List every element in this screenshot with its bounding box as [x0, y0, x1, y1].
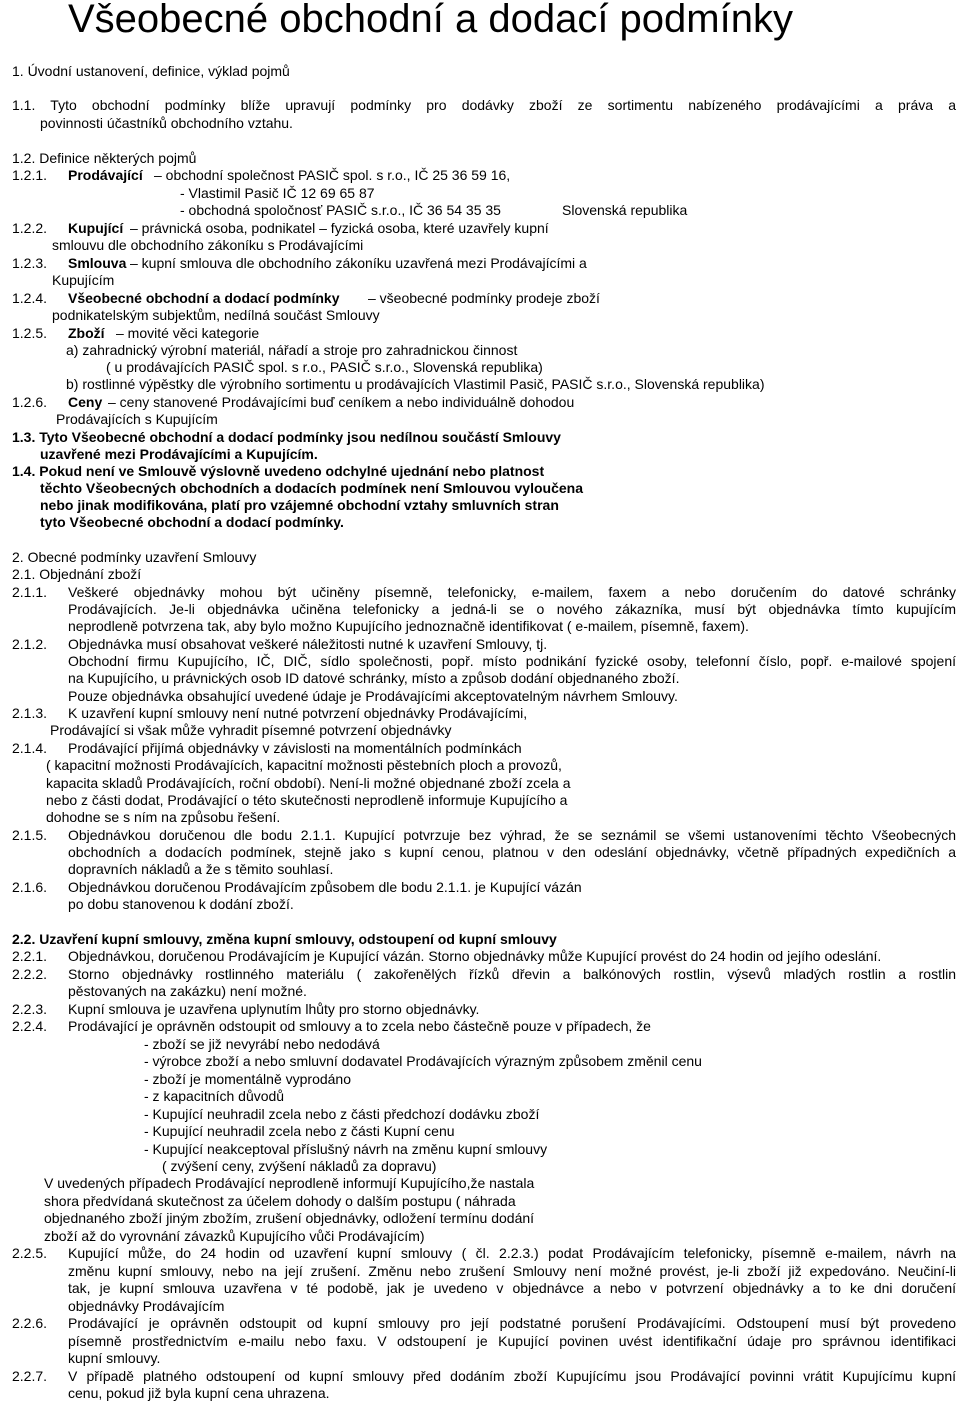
def-1-2-3-term: Smlouva — [68, 255, 127, 271]
list-item-subline: ( zvýšení ceny, zvýšení nákladů za dopravu) — [162, 1158, 437, 1174]
para-1-4-line-4: tyto Všeobecné obchodní a dodací podmínky. — [40, 514, 344, 530]
para-2-1-2-line-4: Pouze objednávka obsahující uvedené údaje je Prodávajícími akceptovatelným návrhem Smlouvy. — [68, 688, 678, 704]
def-1-2-5-item-a: a) zahradnický výrobní materiál, nářadí a stroje pro zahradnickou činnost — [66, 342, 518, 358]
para-2-1-2-number: 2.1.2. — [12, 636, 48, 652]
para-1-3-line-1: 1.3. Tyto Všeobecné obchodní a dodací podmínky jsou nedílnou součástí Smlouvy — [12, 429, 561, 445]
def-1-2-2-number: 1.2.2. — [12, 220, 48, 236]
para-2-2-6-line-3: kupní smlouvy. — [68, 1350, 161, 1366]
para-2-2-5-line-1: Kupující může, do 24 hodin od uzavření kupní smlouvy ( čl. 2.2.3.) podat Prodávajícím telefonicky, písemně e-mailem, návrh na — [68, 1245, 956, 1261]
para-2-2-4-after-line-1: V uvedených případech Prodávající neprodleně informují Kupujícího,že nastala — [44, 1175, 535, 1191]
def-1-2-6-line-2: Prodávajících s Kupujícím — [56, 411, 218, 427]
para-2-1-5-number: 2.1.5. — [12, 827, 48, 843]
def-1-2-4-text: – všeobecné podmínky prodeje zboží — [368, 290, 600, 306]
def-1-2-5-text: – movité věci kategorie — [116, 325, 260, 341]
para-2-1-6-number: 2.1.6. — [12, 879, 48, 895]
def-1-2-2-text: – právnická osoba, podnikatel – fyzická osoba, které uzavřely kupní — [130, 220, 549, 236]
para-2-2-4-after-line-4: zboží až do vyrovnání závazků Kupujícího vůči Prodávajícím) — [44, 1228, 425, 1244]
def-1-2-2-line-2: smlouvu dle obchodního zákoníku s Prodávajícími — [52, 237, 364, 253]
def-1-2-2-term: Kupující — [68, 220, 124, 236]
para-1-4-line-1: 1.4. Pokud není ve Smlouvě výslovně uvedeno odchylné ujednání nebo platnost — [12, 463, 545, 479]
para-2-1-4-line-2: ( kapacitní možnosti Prodávajících, kapacitní možnosti pěstebních ploch a provozů, — [46, 757, 562, 773]
def-1-2-5-term: Zboží — [68, 325, 105, 341]
para-2-1-6-line-1: Objednávkou doručenou Prodávajícím způsobem dle bodu 2.1.1. je Kupující vázán — [68, 879, 582, 895]
def-1-2-1-number: 1.2.1. — [12, 167, 48, 183]
para-2-2-1-number: 2.2.1. — [12, 948, 48, 964]
para-2-2-2-number: 2.2.2. — [12, 966, 48, 982]
para-2-1-1-line-1: Veškeré objednávky mohou být učiněny písemně, telefonicky, e-mailem, faxem a nebo doručením do datové schránky — [68, 584, 956, 600]
para-2-1-6-line-2: po dobu stanovenou k dodání zboží. — [68, 896, 294, 912]
list-item: - z kapacitních důvodů — [144, 1088, 285, 1104]
para-2-2-4-after-line-2: shora předvídaná skutečnost za účelem dohody o dalším postupu ( náhrada — [44, 1193, 516, 1209]
para-2-1-4-line-5: dohodne se s ním na způsobu řešení. — [46, 809, 281, 825]
para-2-2-7-line-1: V případě platného odstoupení od kupní smlouvy před dodáním zboží Kupujícímu jsou Prodávající povinni vrátit Kupujícímu kupní — [68, 1368, 956, 1384]
subheading-2-1: 2.1. Objednání zboží — [12, 566, 142, 582]
para-2-1-2-line-1: Objednávka musí obsahovat veškeré náležitosti nutné k uzavření Smlouvy, tj. — [68, 636, 548, 652]
para-2-1-4-line-1: Prodávající přijímá objednávky v závislosti na momentálních podmínkách — [68, 740, 522, 756]
para-2-1-1-line-3: neprodleně potvrzena tak, aby bylo možno Kupujícího jednoznačně identifikovat ( e-mailem, písemně, faxem). — [68, 618, 749, 634]
para-2-2-4-number: 2.2.4. — [12, 1018, 48, 1034]
def-1-2-6-number: 1.2.6. — [12, 394, 48, 410]
para-2-2-5-line-3: tak, je kupní smlouva uzavřena v té podobě, jak je uvedeno v objednávce a nebo v potvrzení objednávky a to ke dni doručení — [68, 1280, 956, 1296]
def-1-2-1-line-3: - obchodná spoločnosť PASIČ s.r.o., IČ 36 54 35 35 — [180, 202, 501, 218]
list-item: - Kupující neakceptoval příslušný návrh na změnu kupní smlouvy — [144, 1141, 548, 1157]
para-1-1-line-1: 1.1. Tyto obchodní podmínky blíže upravují podmínky pro dodávky zboží ze sortimentu nabízeného prodávajícími a práva a — [12, 97, 956, 113]
para-1-3-line-2: uzavřené mezi Prodávajícími a Kupujícím. — [40, 446, 318, 462]
para-1-1-line-2: povinnosti účastníků obchodního vztahu. — [40, 115, 293, 131]
para-2-2-7-line-2: cenu, pokud již byla kupní cena uhrazena. — [68, 1385, 330, 1401]
def-1-2-6-term: Ceny — [68, 394, 103, 410]
para-2-1-3-number: 2.1.3. — [12, 705, 48, 721]
def-1-2-5-item-b: b) rostlinné výpěstky dle výrobního sortimentu u prodávajících Vlastimil Pasič, PASIČ s.r.o., Slovenská republika) — [66, 376, 765, 392]
para-2-1-2-line-2: Obchodní firmu Kupujícího, IČ, DIČ, sídlo společnosti, popř. místo podnikání fyzické osoby, telefonní číslo, popř. e-mailové spojení — [68, 653, 956, 669]
def-1-2-4-line-2: podnikatelským subjektům, nedílná součást Smlouvy — [52, 307, 380, 323]
para-2-2-6-line-1: Prodávající je oprávněn odstoupit od kupní smlouvy pro její podstatné porušení Prodávajícími. Odstoupení musí být provedeno — [68, 1315, 956, 1331]
para-2-1-4-number: 2.1.4. — [12, 740, 48, 756]
def-1-2-1-term: Prodávající — [68, 167, 143, 183]
section-1-heading: 1. Úvodní ustanovení, definice, výklad pojmů — [12, 63, 290, 79]
para-2-1-5-line-3: dopravních nákladů a že s těmito souhlasí. — [68, 861, 334, 877]
para-2-1-3-line-1: K uzavření kupní smlouvy není nutné potvrzení objednávky Prodávajícími, — [68, 705, 528, 721]
def-1-2-4-number: 1.2.4. — [12, 290, 48, 306]
para-2-2-2-line-1: Storno objednávky rostlinného materiálu ( zakořenělých řízků dřevin a balkónových rostlin, výsevů mladých rostlin a rostlin — [68, 966, 956, 982]
def-1-2-3-text: – kupní smlouva dle obchodního zákoníku uzavřená mezi Prodávajícími a — [130, 255, 587, 271]
def-1-2-1-line-3-country: Slovenská republika — [562, 202, 688, 218]
list-item: - Kupující neuhradil zcela nebo z části předchozí dodávku zboží — [144, 1106, 540, 1122]
def-1-2-3-number: 1.2.3. — [12, 255, 48, 271]
para-2-2-2-line-2: pěstovaných na zakázku) není možné. — [68, 983, 307, 999]
para-2-1-1-line-2: Prodávajících. Je-li objednávka učiněna telefonicky a jedná-li se o nového zákazníka, musí být objednávka tímto kupujícím — [68, 601, 956, 617]
list-item: - výrobce zboží a nebo smluvní dodavatel Prodávajících výrazným způsobem změnil cenu — [144, 1053, 702, 1069]
para-2-2-4-line-1: Prodávající je oprávněn odstoupit od smlouvy a to zcela nebo částečně pouze v případech, že — [68, 1018, 651, 1034]
def-1-2-1-line-2: - Vlastimil Pasič IČ 12 69 65 87 — [180, 185, 375, 201]
def-1-2-4-term: Všeobecné obchodní a dodací podmínky — [68, 290, 340, 306]
section-2-heading: 2. Obecné podmínky uzavření Smlouvy — [12, 549, 257, 565]
para-2-2-6-line-2: písemně prostřednictvím e-mailu nebo faxu. V odstoupení je Kupující povinen uvést identifikační údaje pro správnou identifikaci — [68, 1333, 956, 1349]
para-2-1-1-number: 2.1.1. — [12, 584, 48, 600]
para-2-2-3-line-1: Kupní smlouva je uzavřena uplynutím lhůty pro storno objednávky. — [68, 1001, 480, 1017]
para-2-1-2-line-3: na Kupujícího, u právnických osob ID datové schránky, místo a způsob dodání objednaného zboží. — [68, 670, 680, 686]
para-2-2-5-line-4: objednávky Prodávajícím — [68, 1298, 225, 1314]
para-2-2-5-line-2: změnu kupní smlouvy, nebo na její zrušení. Změnu nebo zrušení Smlouvy není možné provést, je-li zboží již expedováno. Neučiní-li — [68, 1263, 956, 1279]
list-item: - zboží je momentálně vyprodáno — [144, 1071, 351, 1087]
para-1-4-line-3: nebo jinak modifikována, platí pro vzájemné obchodní vztahy smluvních stran — [40, 497, 559, 513]
def-1-2-5-item-a-line-2: ( u prodávajících PASIČ spol. s r.o., PASIČ s.r.o., Slovenská republika) — [106, 359, 543, 375]
def-1-2-1-text: – obchodní společnost PASIČ spol. s r.o., IČ 25 36 59 16, — [154, 167, 511, 183]
para-1-4-line-2: těchto Všeobecných obchodních a dodacích podmínek není Smlouvou vyloučena — [40, 480, 583, 496]
para-2-2-5-number: 2.2.5. — [12, 1245, 48, 1261]
para-2-2-6-number: 2.2.6. — [12, 1315, 48, 1331]
para-2-2-1-line-1: Objednávkou, doručenou Prodávajícím je Kupující vázán. Storno objednávky může Kupující provést do 24 hodin od jejího odeslání. — [68, 948, 882, 964]
list-item: - Kupující neuhradil zcela nebo z části Kupní cenu — [144, 1123, 455, 1139]
para-2-2-3-number: 2.2.3. — [12, 1001, 48, 1017]
subheading-2-2: 2.2. Uzavření kupní smlouvy, změna kupní smlouvy, odstoupení od kupní smlouvy — [12, 931, 557, 947]
para-2-2-4-after-line-3: objednaného zboží jiným zbožím, zrušení objednávky, odložení termínu dodání — [44, 1210, 535, 1226]
para-2-1-4-line-3: kapacita skladů Prodávajících, roční období). Není-li možné objednané zboží zcela a — [46, 775, 571, 791]
para-2-2-7-number: 2.2.7. — [12, 1368, 48, 1384]
page-title: Všeobecné obchodní a dodací podmínky — [68, 0, 793, 41]
para-2-1-3-line-2: Prodávající si však může vyhradit písemné potvrzení objednávky — [50, 722, 452, 738]
para-2-1-5-line-1: Objednávkou doručenou dle bodu 2.1.1. Kupující potvrzuje bez výhrad, že se seznámil se všemi ustanoveními těchto Všeobecných — [68, 827, 956, 843]
para-2-1-4-line-4: nebo z části dodat, Prodávající o této skutečnosti neprodleně informuje Kupujícího a — [46, 792, 568, 808]
list-item: - zboží se již nevyrábí nebo nedodává — [144, 1036, 380, 1052]
para-2-1-5-line-2: obchodních a dodacích podmínek, stejně jako s kupní cenou, platnou v den odeslání objednávky, včetně případných expedičních a — [68, 844, 956, 860]
def-1-2-3-line-2: Kupujícím — [52, 272, 115, 288]
def-1-2-5-number: 1.2.5. — [12, 325, 48, 341]
def-1-2-6-text: – ceny stanovené Prodávajícími buď ceníkem a nebo individuálně dohodou — [108, 394, 575, 410]
subheading-1-2: 1.2. Definice některých pojmů — [12, 150, 197, 166]
